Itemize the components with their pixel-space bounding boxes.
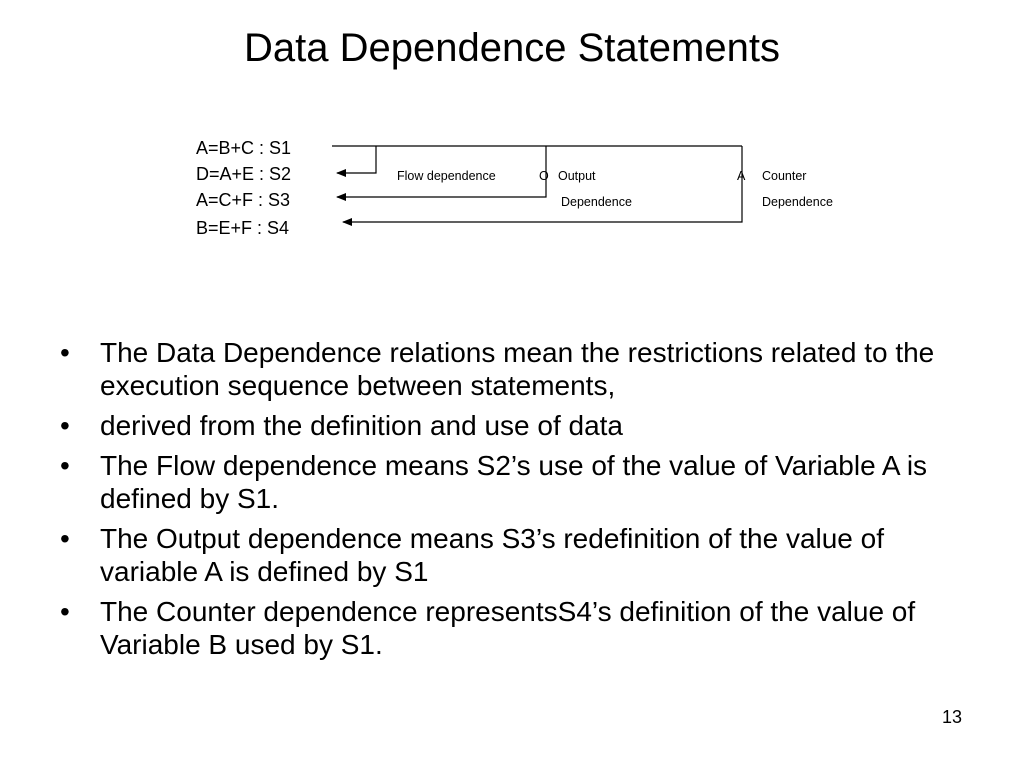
counter-dependence-arrow (343, 146, 742, 222)
bullet-item (56, 449, 956, 515)
page-number: 13 (941, 707, 962, 727)
output-marker: O (539, 169, 549, 183)
flow-dependence-label: Flow dependence (397, 169, 496, 183)
bullet-icon: • (60, 450, 70, 481)
output-label-line2: Dependence (561, 195, 632, 209)
counter-label-line2: Dependence (762, 195, 833, 209)
bullet-text: The Data Dependence relations mean the restrictions related to the execution sequence between statements, (100, 337, 935, 401)
counter-marker: A (737, 169, 746, 183)
bullet-list (56, 336, 956, 668)
bullet-text: The Flow dependence means S2’s use of the value of Variable A is defined by S1. (100, 450, 928, 514)
bullet-item (56, 336, 956, 402)
statement-s2: D=A+E : S2 (196, 164, 292, 184)
flow-dependence-arrow (337, 146, 376, 173)
statement-s4: B=E+F : S4 (196, 218, 290, 238)
slide-title: Data Dependence Statements (244, 26, 780, 70)
bullet-text: derived from the definition and use of data (100, 410, 624, 441)
bullet-icon: • (60, 523, 70, 554)
bullet-item (56, 522, 956, 588)
counter-label-line1: Counter (762, 169, 807, 183)
bullet-icon: • (60, 337, 70, 368)
bullet-icon: • (60, 596, 70, 627)
bullet-text: The Output dependence means S3’s redefinition of the value of variable A is defined by S1 (100, 523, 885, 587)
statement-s1: A=B+C : S1 (196, 138, 292, 158)
bullet-icon: • (60, 410, 70, 441)
bullet-text: The Counter dependence representsS4’s definition of the value of Variable B used by S1. (100, 596, 916, 660)
bullet-item (56, 595, 956, 661)
bullet-item (56, 409, 956, 442)
statement-s3: A=C+F : S3 (196, 190, 291, 210)
output-label-line1: Output (558, 169, 596, 183)
